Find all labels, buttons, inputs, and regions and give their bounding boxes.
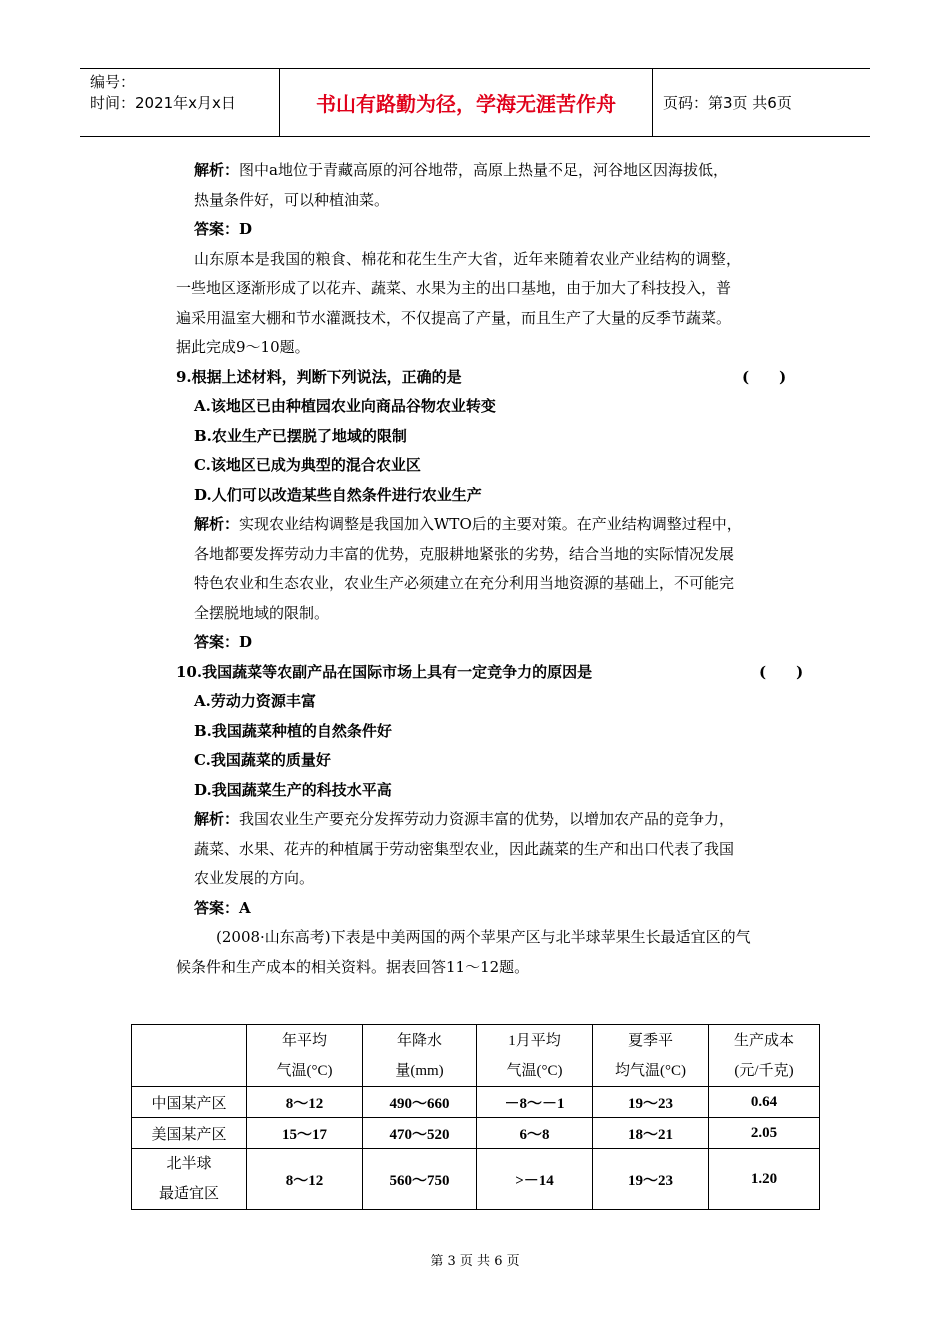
q10-explanation-line: 农业发展的方向。 xyxy=(194,869,315,887)
page-header xyxy=(80,68,870,137)
q9-explanation-line: 全摆脱地域的限制。 xyxy=(194,603,330,622)
table-cell: 1.20 xyxy=(709,1149,820,1210)
q9-explanation-line: 特色农业和生态农业，农业生产必须建立在充分利用当地资源的基础上，不可能完 xyxy=(194,574,735,592)
row-label: 北半球 最适宜区 xyxy=(132,1149,247,1210)
table-cell: 19～23 xyxy=(593,1149,709,1210)
table-cell: 6～8 xyxy=(477,1118,593,1149)
table-row xyxy=(132,1149,820,1210)
q9-explanation-line: 各地都要发挥劳动力丰富的优势，克服耕地紧张的劣势，结合当地的实际情况发展 xyxy=(194,544,735,563)
apple-region-table xyxy=(131,1024,820,1210)
table-cell: >－14 xyxy=(477,1149,593,1210)
q9-answer: 答案：D xyxy=(194,633,253,651)
table-cell: 8～12 xyxy=(247,1149,363,1210)
answer-bracket: ( ) xyxy=(742,367,787,386)
q10-option-b: B.我国蔬菜种植的自然条件好 xyxy=(194,721,392,740)
table-cell: －8～－1 xyxy=(477,1087,593,1118)
q10-explanation-line: 解析：我国农业生产要充分发挥劳动力资源丰富的优势，以增加农产品的竞争力， xyxy=(194,810,735,828)
row-label: 美国某产区 xyxy=(132,1118,247,1149)
table-cell: 19～23 xyxy=(593,1087,709,1118)
table-row xyxy=(132,1118,820,1149)
header-page-label: 页码：第3页 共6页 xyxy=(663,94,792,112)
q8-answer: 答案：D xyxy=(194,220,253,238)
q9-option-b: B.农业生产已摆脱了地域的限制 xyxy=(194,426,407,445)
table-header-row xyxy=(132,1025,820,1087)
q10-answer: 答案：A xyxy=(194,898,251,917)
table-cell: 470～520 xyxy=(363,1118,477,1149)
q10-option-d: D.我国蔬菜生产的科技水平高 xyxy=(194,780,392,799)
table-cell: 560～750 xyxy=(363,1149,477,1210)
header-cell: 年降水 量(mm) xyxy=(363,1025,477,1087)
table-intro-line: (2008·山东高考)下表是中美两国的两个苹果产区与北半球苹果生长最适宜区的气 xyxy=(216,928,751,946)
page-footer: 第 3 页 共 6 页 xyxy=(430,1254,520,1269)
header-cell xyxy=(132,1025,247,1087)
q8-explanation-line: 解析：图中a地位于青藏高原的河谷地带，高原上热量不足，河谷地区因海拔低， xyxy=(194,161,728,179)
table-intro-line: 候条件和生产成本的相关资料。据表回答11～12题。 xyxy=(176,957,530,976)
table-cell: 2.05 xyxy=(709,1118,820,1149)
table-row xyxy=(132,1087,820,1118)
table-cell: 490～660 xyxy=(363,1087,477,1118)
header-cell: 年平均 气温(°C) xyxy=(247,1025,363,1087)
q10-explanation-line: 蔬菜、水果、花卉的种植属于劳动密集型农业，因此蔬菜的生产和出口代表了我国 xyxy=(194,839,735,858)
q10-option-a: A.劳动力资源丰富 xyxy=(194,692,316,710)
intro-paragraph-line: 一些地区逐渐形成了以花卉、蔬菜、水果为主的出口基地，由于加大了科技投入，普 xyxy=(176,279,732,297)
q9-option-c: C.该地区已成为典型的混合农业区 xyxy=(194,456,421,474)
table-cell: 18～21 xyxy=(593,1118,709,1149)
header-cell: 1月平均 气温(°C) xyxy=(477,1025,593,1087)
table-cell: 8～12 xyxy=(247,1087,363,1118)
q9-stem: 9.根据上述材料，判断下列说法，正确的是 ( ) xyxy=(176,363,826,393)
time-label: 时间：2021年x月x日 xyxy=(90,94,236,112)
answer-bracket: ( ) xyxy=(759,662,804,681)
row-label: 中国某产区 xyxy=(132,1087,247,1118)
q9-option-a: A.该地区已由种植园农业向商品谷物农业转变 xyxy=(194,397,496,415)
number-label: 编号： xyxy=(90,73,136,91)
q10-option-c: C.我国蔬菜的质量好 xyxy=(194,751,331,769)
table-cell: 0.64 xyxy=(709,1087,820,1118)
q10-stem: 10.我国蔬菜等农副产品在国际市场上具有一定竞争力的原因是 ( ) xyxy=(176,658,826,688)
q9-explanation-line: 解析：实现农业结构调整是我国加入WTO后的主要对策。在产业结构调整过程中， xyxy=(194,515,742,533)
intro-paragraph-line: 据此完成9～10题。 xyxy=(176,338,310,356)
header-cell: 夏季平 均气温(°C) xyxy=(593,1025,709,1087)
q9-option-d: D.人们可以改造某些自然条件进行农业生产 xyxy=(194,485,482,504)
header-motto: 书山有路勤为径，学海无涯苦作舟 xyxy=(280,69,653,136)
intro-paragraph-line: 遍采用温室大棚和节水灌溉技术，不仅提高了产量，而且生产了大量的反季节蔬菜。 xyxy=(176,308,732,327)
intro-paragraph-line: 山东原本是我国的粮食、棉花和花生生产大省，近年来随着农业产业结构的调整， xyxy=(194,249,742,268)
header-cell: 生产成本 (元/千克) xyxy=(709,1025,820,1087)
header-meta xyxy=(80,69,280,136)
q8-explanation-line: 热量条件好，可以种植油菜。 xyxy=(194,190,390,209)
document-body xyxy=(176,156,826,982)
table-cell: 15～17 xyxy=(247,1118,363,1149)
